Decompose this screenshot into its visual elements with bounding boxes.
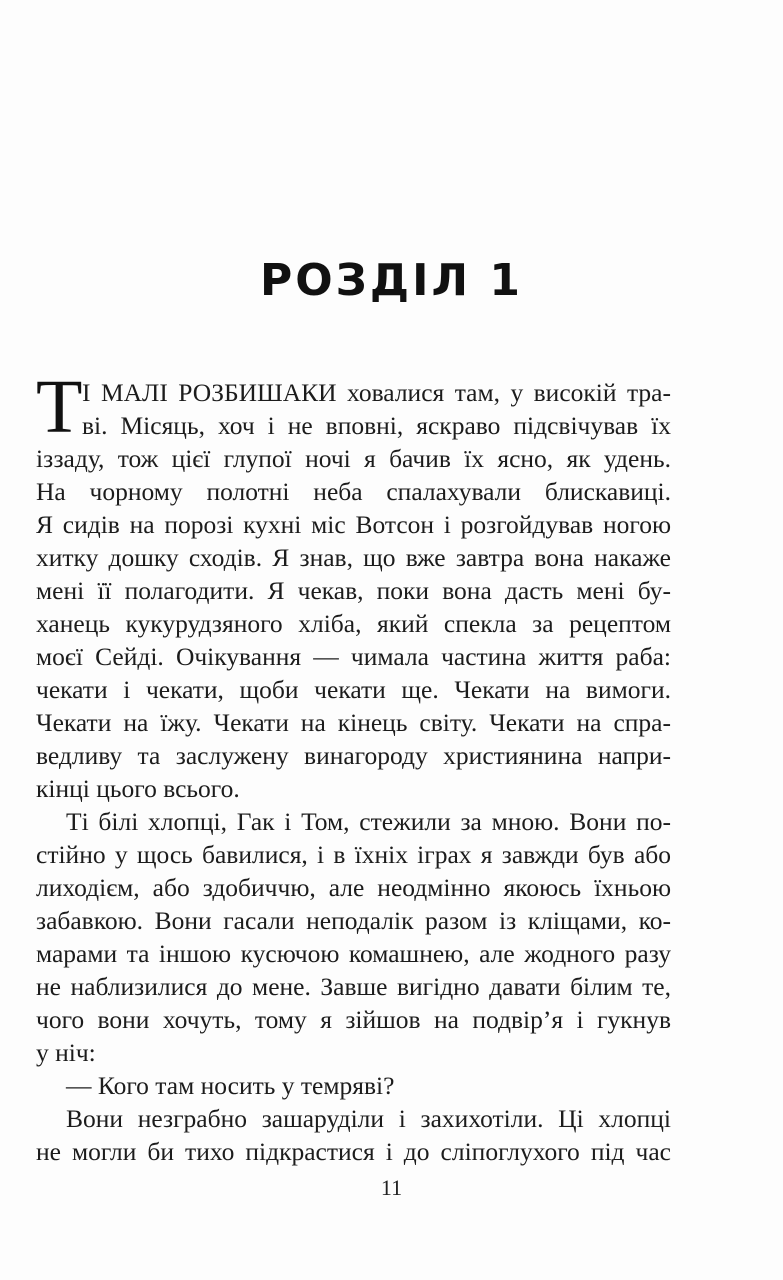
text-line: хитку дошку сходів. Я знав, що вже завтра вона накаже [36,543,671,572]
chapter-title: РОЗДІЛ 1 [260,255,523,306]
text-line: — Кого там носить у темряві? [66,1071,395,1100]
page-number: 11 [380,1175,403,1200]
text-line: у ніч: [36,1038,96,1067]
text-line: На чорному полотні неба спалахували блискавиці. [36,477,671,506]
text-line: Вони незграбно зашаруділи і захихотіли. Ці хлопці [66,1104,671,1133]
text-line: марами та іншою кусючою комашнею, але жодного разу [36,939,671,968]
text-line: кінці цього всього. [36,774,240,803]
text-line: Я сидів на порозі кухні міс Вотсон і розгойдував ногою [36,510,671,539]
text-line: І МАЛІ РОЗБИШАКИ ховалися там, у високій тра- [82,378,671,407]
text-line: не наблизилися до мене. Завше вигідно давати білим те, [36,972,671,1001]
text-line: чого вони хочуть, тому я зійшов на подвір’я і гукнув [36,1005,671,1034]
drop-cap: Т [36,365,83,449]
text-line: стійно у щось бавилися, і в їхніх іграх я завжди був або [36,840,671,869]
text-line: Ті білі хлопці, Гак і Том, стежили за мною. Вони по- [66,807,671,836]
text-line: забавкою. Вони гасали неподалік разом із кліщами, ко- [36,906,671,935]
text-line: лиходієм, або здобиччю, але неодмінно якоюсь їхньою [36,873,671,902]
text-line: мені її полагодити. Я чекав, поки вона дасть мені бу- [36,576,671,605]
text-line: ханець кукурудзяного хліба, який спекла за рецептом [36,609,671,638]
text-line: моєї Сейді. Очікування — чимала частина життя раба: [36,642,671,671]
text-line: Чекати на їжу. Чекати на кінець світу. Чекати на спра- [36,708,671,737]
text-line: ведливу та заслужену винагороду християнина напри- [36,741,671,770]
text-line: ві. Місяць, хоч і не вповні, яскраво підсвічував їх [82,411,671,440]
body-text [36,365,671,1168]
text-line: не могли би тихо підкрастися і до сліпоглухого під час [36,1137,671,1166]
text-line: чекати і чекати, щоби чекати ще. Чекати на вимоги. [36,675,671,704]
text-line: іззаду, тож цієї глупої ночі я бачив їх ясно, як удень. [36,444,671,473]
